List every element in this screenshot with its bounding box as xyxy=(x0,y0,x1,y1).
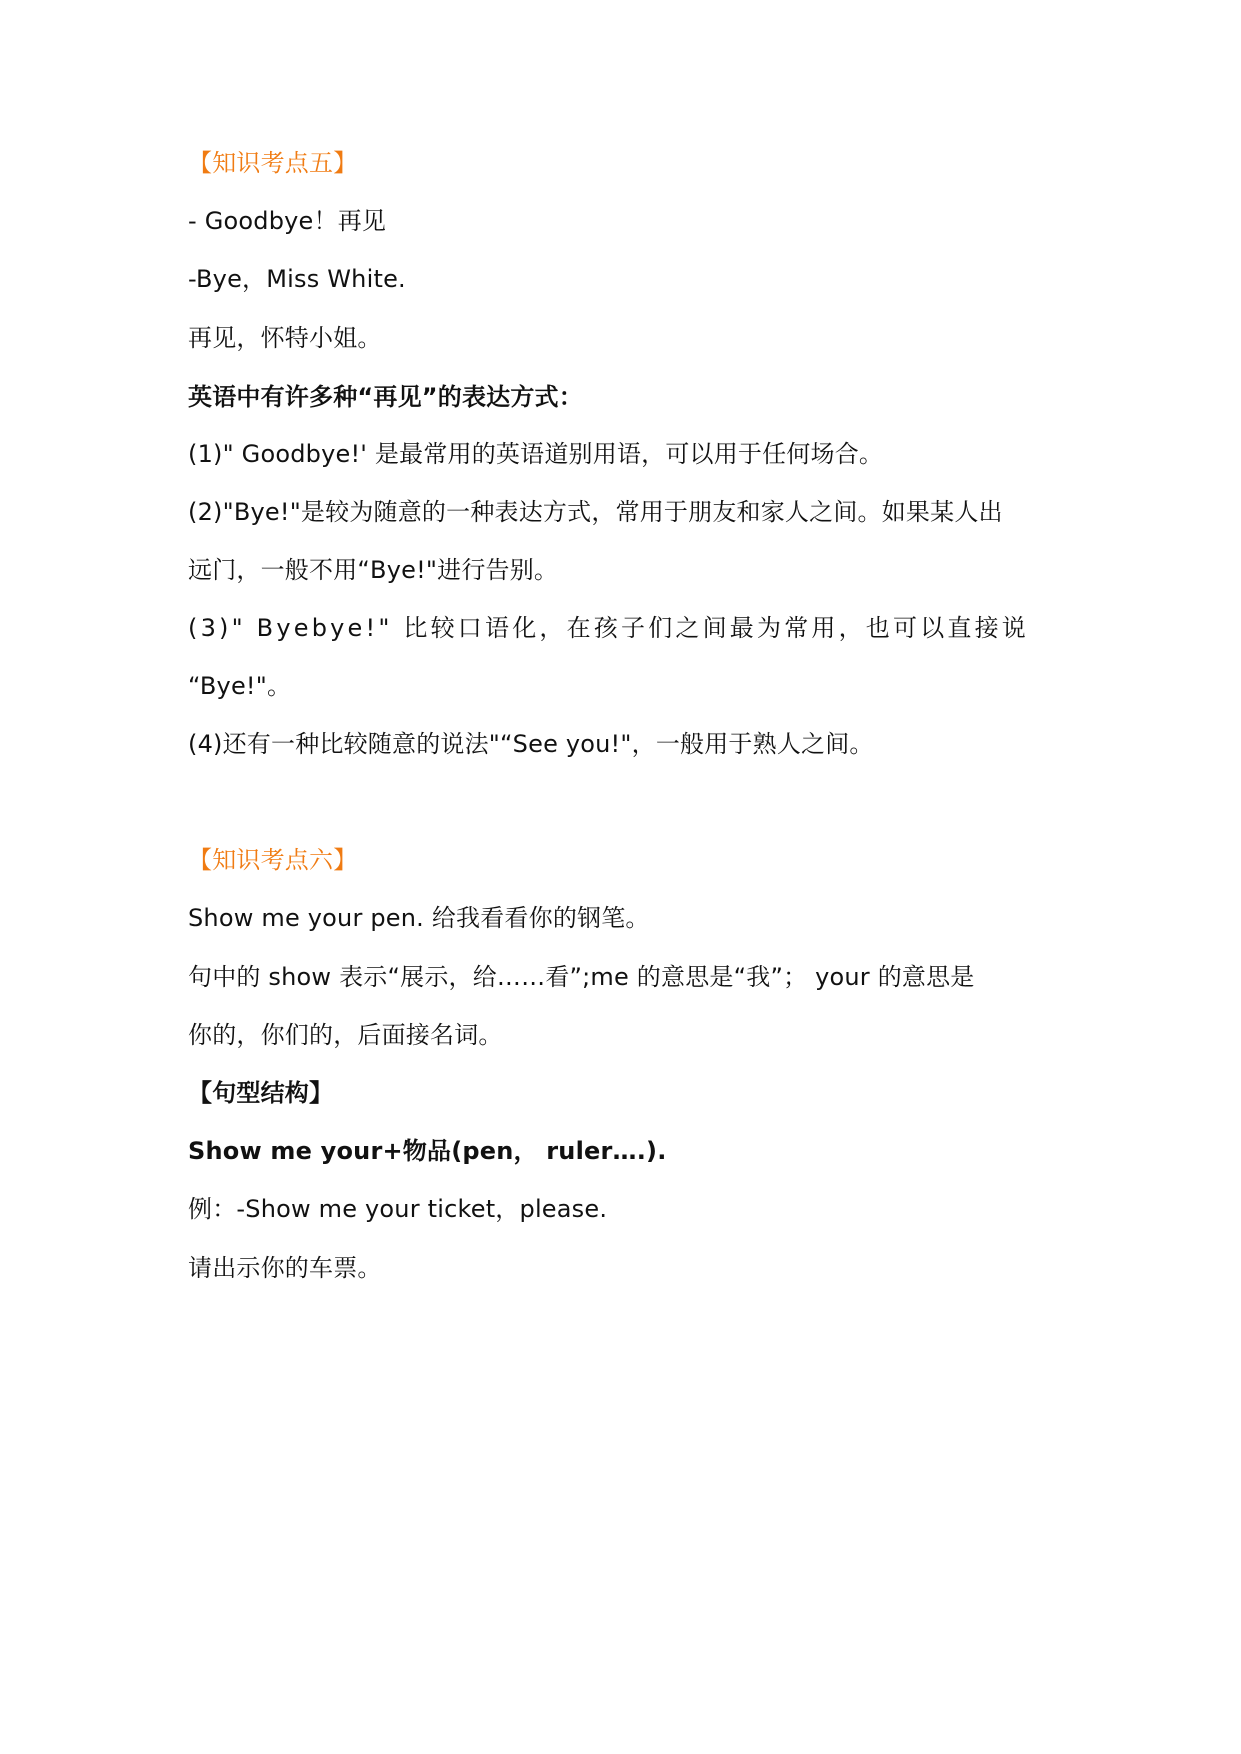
example-ticket-sentence: 例：-Show me your ticket，please. xyxy=(188,1195,608,1223)
dialog-line-bye-miss-white: -Bye，Miss White. xyxy=(188,265,406,293)
explanation-line-1: 句中的 show 表示“展示，给……看”;me 的意思是“我”； your 的意思是 xyxy=(188,963,975,991)
point-3-byebye-line-1: (3)" Byebye!" 比较口语化，在孩子们之间最为常用，也可以直接说 xyxy=(188,614,1029,642)
point-2-bye-line-1: (2)"Bye!"是较为随意的一种表达方式，常用于朋友和家人之间。如果某人出 xyxy=(188,498,1003,526)
point-4-see-you: (4)还有一种比较随意的说法"“See you!"，一般用于熟人之间。 xyxy=(188,730,874,758)
example-sentence-show-me-your-pen: Show me your pen. 给我看看你的钢笔。 xyxy=(188,904,650,932)
sentence-structure-heading: 【句型结构】 xyxy=(188,1079,334,1107)
section-six-title: 【知识考点六】 xyxy=(188,846,358,874)
point-1-goodbye: (1)" Goodbye!' 是最常用的英语道别用语，可以用于任何场合。 xyxy=(188,440,884,468)
goodbye-expressions-subheading: 英语中有许多种“再见”的表达方式： xyxy=(188,383,583,411)
explanation-line-2: 你的，你们的，后面接名词。 xyxy=(188,1021,503,1049)
sentence-structure-pattern: Show me your+物品(pen， ruler….). xyxy=(188,1137,667,1165)
point-2-bye-line-2: 远门，一般不用“Bye!"进行告别。 xyxy=(188,556,559,584)
dialog-line-goodbye: - Goodbye！再见 xyxy=(188,207,387,235)
example-ticket-translation: 请出示你的车票。 xyxy=(188,1254,382,1282)
section-five-title: 【知识考点五】 xyxy=(188,149,358,177)
point-3-byebye-line-2: “Bye!"。 xyxy=(188,672,292,700)
dialog-translation: 再见，怀特小姐。 xyxy=(188,324,382,352)
